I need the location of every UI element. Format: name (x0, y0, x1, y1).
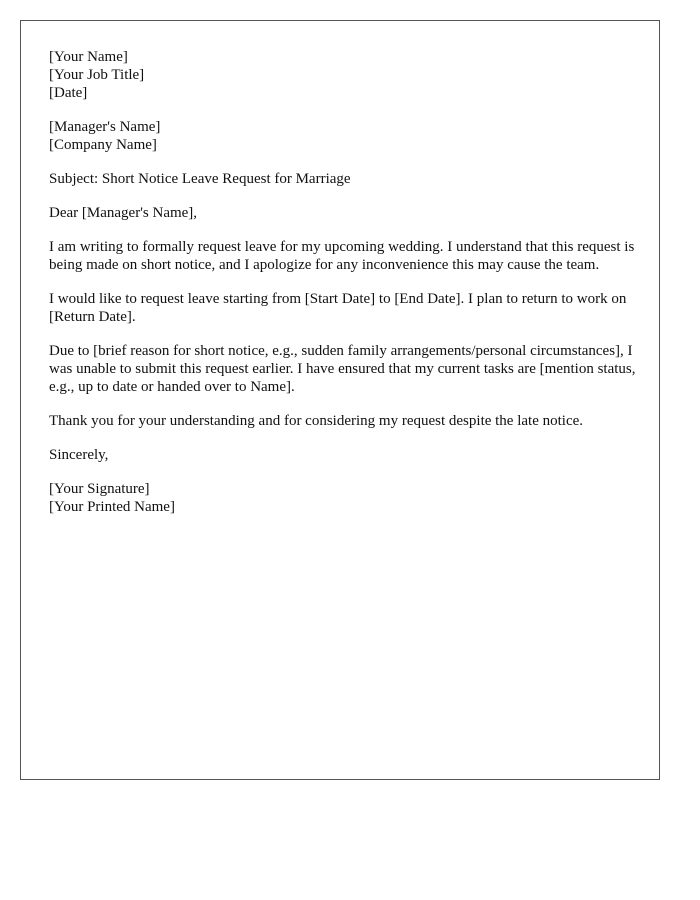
body-paragraph-3: Due to [brief reason for short notice, e.g., sudden family arrangements/personal circumstances], I was unable to submit this request earlier. I have ensured that my current tasks are [mention status, e.g., up to date or handed over to Name]. (49, 343, 636, 395)
body-paragraph-2: I would like to request leave starting from [Start Date] to [End Date]. I plan to return to work on [Return Date]. (49, 291, 627, 325)
sender-name: [Your Name] (49, 49, 128, 65)
letter-page (20, 20, 660, 780)
salutation: Dear [Manager's Name], (49, 205, 198, 221)
recipient-company-name: [Company Name] (49, 137, 157, 153)
sender-job-title: [Your Job Title] (49, 67, 145, 83)
signature-block (49, 480, 639, 516)
body-paragraph-1: I am writing to formally request leave for my upcoming wedding. I understand that this request is being made on short notice, and I apologize for any inconvenience this may cause the team. (49, 239, 635, 273)
letter-date: [Date] (49, 85, 88, 101)
recipient-manager-name: [Manager's Name] (49, 119, 161, 135)
subject-line: Subject: Short Notice Leave Request for Marriage (49, 171, 351, 187)
printed-name: [Your Printed Name] (49, 499, 175, 515)
body-paragraph-4: Thank you for your understanding and for considering my request despite the late notice. (49, 413, 584, 429)
signature-placeholder: [Your Signature] (49, 481, 150, 497)
sender-block (49, 48, 639, 102)
letter-body (49, 48, 639, 532)
recipient-block (49, 118, 639, 154)
closing: Sincerely, (49, 447, 109, 463)
